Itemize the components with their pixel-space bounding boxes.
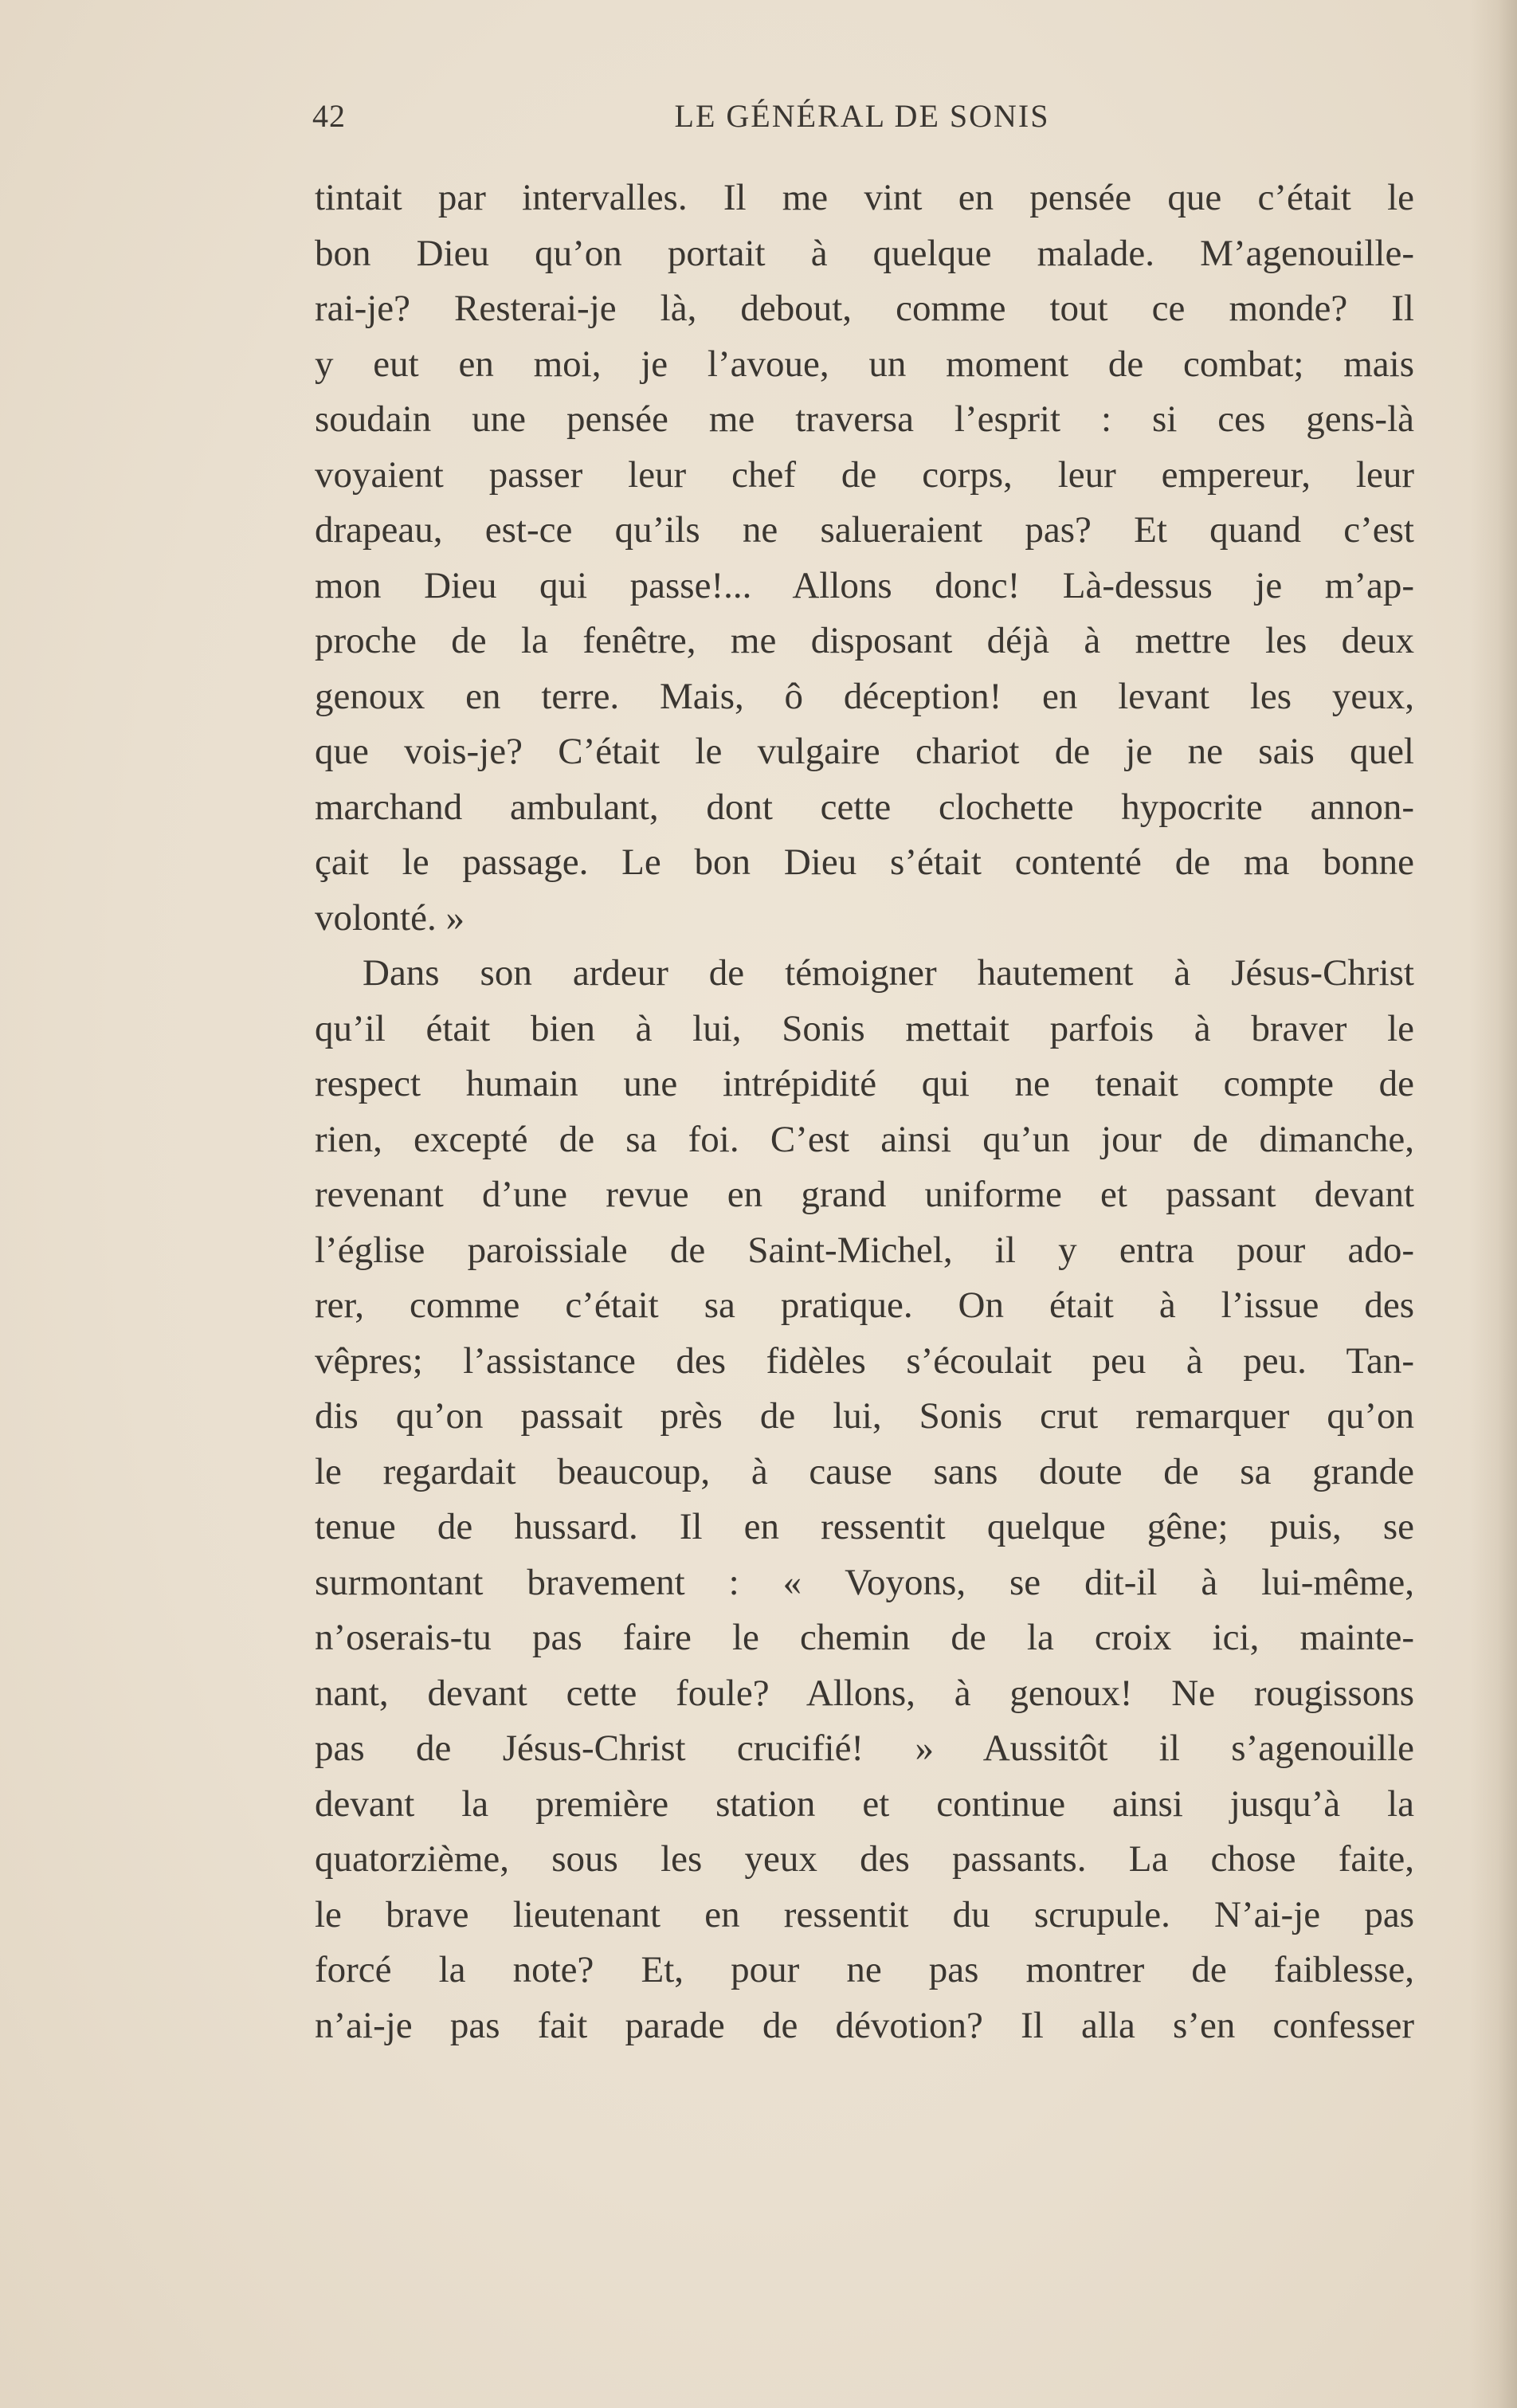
text-line: soudain une pensée me traversa l’esprit : si ces gens-là [315,398,1414,440]
text-line: n’oserais-tu pas faire le chemin de la croix ici, mainte- [315,1617,1414,1658]
text-line: bon Dieu qu’on portait à quelque malade. M’agenouille- [315,232,1414,274]
text-line: rer, comme c’était sa pratique. On était à l’issue des [315,1284,1414,1326]
text-line: mon Dieu qui passe!... Allons donc! Là-dessus je m’ap- [315,564,1414,606]
body-text [315,171,1414,2053]
text-line: marchand ambulant, dont cette clochette hypocrite annon- [315,786,1414,828]
text-line: devant la première station et continue ainsi jusqu’à la [315,1782,1414,1825]
text-line: rien, excepté de sa foi. C’est ainsi qu’un jour de dimanche, [315,1118,1414,1160]
text-line: l’église paroissiale de Saint-Michel, il y entra pour ado- [315,1229,1414,1271]
text-line: le regardait beaucoup, à cause sans doute de sa grande [315,1450,1414,1492]
running-title: LE GÉNÉRAL DE SONIS [674,98,1050,134]
text-line: volonté. » [315,896,465,939]
text-line: drapeau, est-ce qu’ils ne salueraient pas? Et quand c’est [315,509,1414,551]
text-line: quatorzième, sous les yeux des passants. La chose faite, [315,1838,1414,1880]
text-line: rai-je? Resterai-je là, debout, comme tout ce monde? Il [315,288,1414,329]
text-line: pas de Jésus-Christ crucifié! » Aussitôt il s’agenouille [315,1728,1414,1769]
running-header [312,97,1412,145]
page-edge-shadow [1469,0,1517,2408]
text-line: n’ai-je pas fait parade de dévotion? Il alla s’en confesser [315,2004,1414,2046]
text-line: tenue de hussard. Il en ressentit quelque gêne; puis, se [315,1506,1414,1547]
text-line: tintait par intervalles. Il me vint en pensée que c’était le [315,177,1414,218]
text-line: vêpres; l’assistance des fidèles s’écoulait peu à peu. Tan- [315,1339,1414,1382]
text-line: proche de la fenêtre, me disposant déjà à mettre les deux [315,620,1414,661]
text-line: que vois-je? C’était le vulgaire chariot de je ne sais quel [315,731,1414,772]
page-number: 42 [312,98,346,134]
text-line: revenant d’une revue en grand uniforme et passant devant [315,1174,1414,1215]
text-line: çait le passage. Le bon Dieu s’était contenté de ma bonne [315,841,1414,883]
text-line: dis qu’on passait près de lui, Sonis crut remarquer qu’on [315,1395,1414,1437]
text-line: respect humain une intrépidité qui ne tenait compte de [315,1063,1414,1104]
text-line: y eut en moi, je l’avoue, un moment de combat; mais [315,343,1414,385]
text-line: le brave lieutenant en ressentit du scrupule. N’ai-je pas [315,1893,1414,1935]
text-line: genoux en terre. Mais, ô déception! en levant les yeux, [315,675,1414,717]
text-line: surmontant bravement : « Voyons, se dit-il à lui-même, [315,1561,1414,1603]
text-line: nant, devant cette foule? Allons, à genoux! Ne rougissons [315,1672,1414,1714]
text-line: forcé la note? Et, pour ne pas montrer de faiblesse, [315,1949,1414,1990]
text-line: qu’il était bien à lui, Sonis mettait parfois à braver le [315,1007,1414,1049]
text-line: voyaient passer leur chef de corps, leur empereur, leur [315,453,1414,496]
text-line: Dans son ardeur de témoigner hautement à Jésus-Christ [363,952,1414,994]
